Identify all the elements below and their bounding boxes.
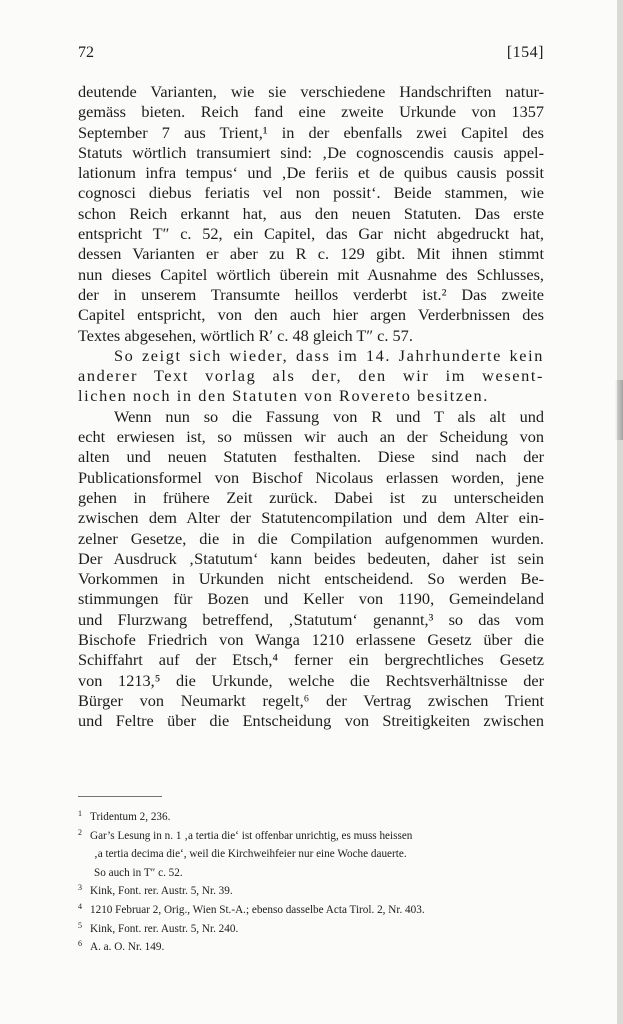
text-line: echt erwiesen ist, so müssen wir auch an der Scheidung von	[78, 427, 544, 447]
text-line: Bischofe Friedrich von Wanga 1210 erlassene Gesetz über die	[78, 630, 544, 650]
original-page-number: [154]	[506, 44, 544, 61]
text-line: Capitel entspricht, von den auch hier argen Verderbnissen des	[78, 305, 544, 325]
footnote	[78, 901, 544, 920]
text-line: cognosci diebus feriatis vel non possit‘. Beide stammen, wie	[78, 183, 544, 203]
footnote-text: 1210 Februar 2, Orig., Wien St.-A.; ebenso dasselbe Acta Tirol. 2, Nr. 403.	[90, 903, 425, 916]
text-line: nun dieses Capitel wörtlich überein mit Ausnahme des Schlusses,	[78, 264, 544, 284]
text-line: So zeigt sich wieder, dass im 14. Jahrhunderte kein	[114, 345, 544, 365]
text-line: zwischen dem Alter der Statutencompilation und dem Alter ein-	[78, 508, 544, 528]
scan-edge	[617, 0, 623, 1024]
page-number: 72	[78, 44, 94, 61]
text-line: dessen Varianten er aber zu R c. 129 gibt. Mit ihnen stimmt	[78, 244, 544, 264]
footnote	[78, 882, 544, 901]
footnote-marker: 6	[78, 939, 82, 949]
text-line: gemäss bieten. Reich fand eine zweite Urkunde von 1357	[78, 102, 544, 122]
text-line: zelner Gesetze, die in die Compilation aufgenommen wurden.	[78, 528, 544, 548]
text-line: lichen noch in den Statuten von Rovereto besitzen.	[78, 386, 489, 406]
paragraph-2	[78, 346, 544, 407]
text-line: September 7 aus Trient,¹ in der ebenfalls zwei Capitel des	[78, 122, 544, 142]
footnote-rule	[78, 796, 162, 797]
paragraph-1	[78, 82, 544, 346]
text-line: und Feltre über die Entscheidung von Streitigkeiten zwischen	[78, 711, 544, 731]
text-line: Publicationsformel von Bischof Nicolaus erlassen worden, jene	[78, 467, 544, 487]
text-line: Textes abgesehen, wörtlich R′ c. 48 gleich T″ c. 57.	[78, 325, 413, 345]
text-line: Wenn nun so die Fassung von R und T als alt und	[114, 406, 544, 426]
footnote	[78, 938, 544, 957]
footnote-continuation	[78, 845, 544, 864]
text-line: Statuts wörtlich transumiert sind: ‚De cognoscendis causis appel-	[78, 142, 544, 162]
footnote	[78, 827, 544, 846]
text-line: stimmungen für Bozen und Keller von 1190, Gemeindeland	[78, 589, 544, 609]
footnote	[78, 920, 544, 939]
footnote-text: Kink, Font. rer. Austr. 5, Nr. 240.	[90, 922, 239, 935]
footnote-text: Kink, Font. rer. Austr. 5, Nr. 39.	[90, 885, 233, 898]
footnote-text: Gar’s Lesung in n. 1 ‚a tertia die‘ ist offenbar unrichtig, es muss heissen	[90, 829, 413, 842]
text-line: deutende Varianten, wie sie verschiedene Handschriften natur-	[78, 82, 544, 101]
footnotes	[78, 808, 544, 957]
text-line: Bürger von Neumarkt regelt,⁶ der Vertrag zwischen Trient	[78, 690, 544, 710]
footnote-text: Tridentum 2, 236.	[90, 811, 171, 823]
text-line: alten und neuen Statuten festhalten. Diese sind nach der	[78, 447, 544, 467]
text-line: und Flurzwang betreffend, ‚Statutum‘ genannt,³ so das vom	[78, 609, 544, 629]
text-line: von 1213,⁵ die Urkunde, welche die Rechtsverhältnisse der	[78, 670, 544, 690]
text-line: Vorkommen in Urkunden nicht entscheidend. So werden Be-	[78, 569, 544, 589]
footnote-marker: 2	[78, 827, 82, 837]
text-line: lationum infra tempus‘ und ‚De feriis et de quibus causis possit	[78, 163, 544, 183]
scan-shadow	[615, 380, 623, 440]
text-line: entspricht T″ c. 52, ein Capitel, das Gar nicht abgedruckt hat,	[78, 224, 544, 244]
footnote-text: A. a. O. Nr. 149.	[90, 941, 165, 954]
footnote-continuation	[78, 864, 544, 883]
footnote-marker: 5	[78, 920, 82, 930]
page-header	[78, 44, 544, 68]
paragraph-3	[78, 407, 544, 732]
text-line: der in unserem Transumte heillos verderbt ist.² Das zweite	[78, 284, 544, 304]
footnote-marker: 1	[78, 809, 82, 818]
text-line: gehen in frühere Zeit zurück. Dabei ist zu unterscheiden	[78, 487, 544, 507]
footnote-marker: 3	[78, 883, 82, 893]
footnote	[78, 808, 544, 827]
body-text	[78, 82, 544, 732]
footnote-text: ‚a tertia decima die‘, weil die Kirchweihfeier nur eine Woche dauerte.	[94, 848, 407, 861]
text-line: anderer Text vorlag als der, den wir im wesent-	[78, 366, 544, 386]
footnote-marker: 4	[78, 901, 82, 911]
footnote-text: So auch in T″ c. 52.	[94, 866, 183, 879]
text-line: schon Reich erkannt hat, aus den neuen Statuten. Das erste	[78, 203, 544, 223]
text-line: Schiffahrt auf der Etsch,⁴ ferner ein bergrechtliches Gesetz	[78, 650, 544, 670]
text-line: Der Ausdruck ‚Statutum‘ kann beides bedeuten, daher ist sein	[78, 548, 544, 568]
